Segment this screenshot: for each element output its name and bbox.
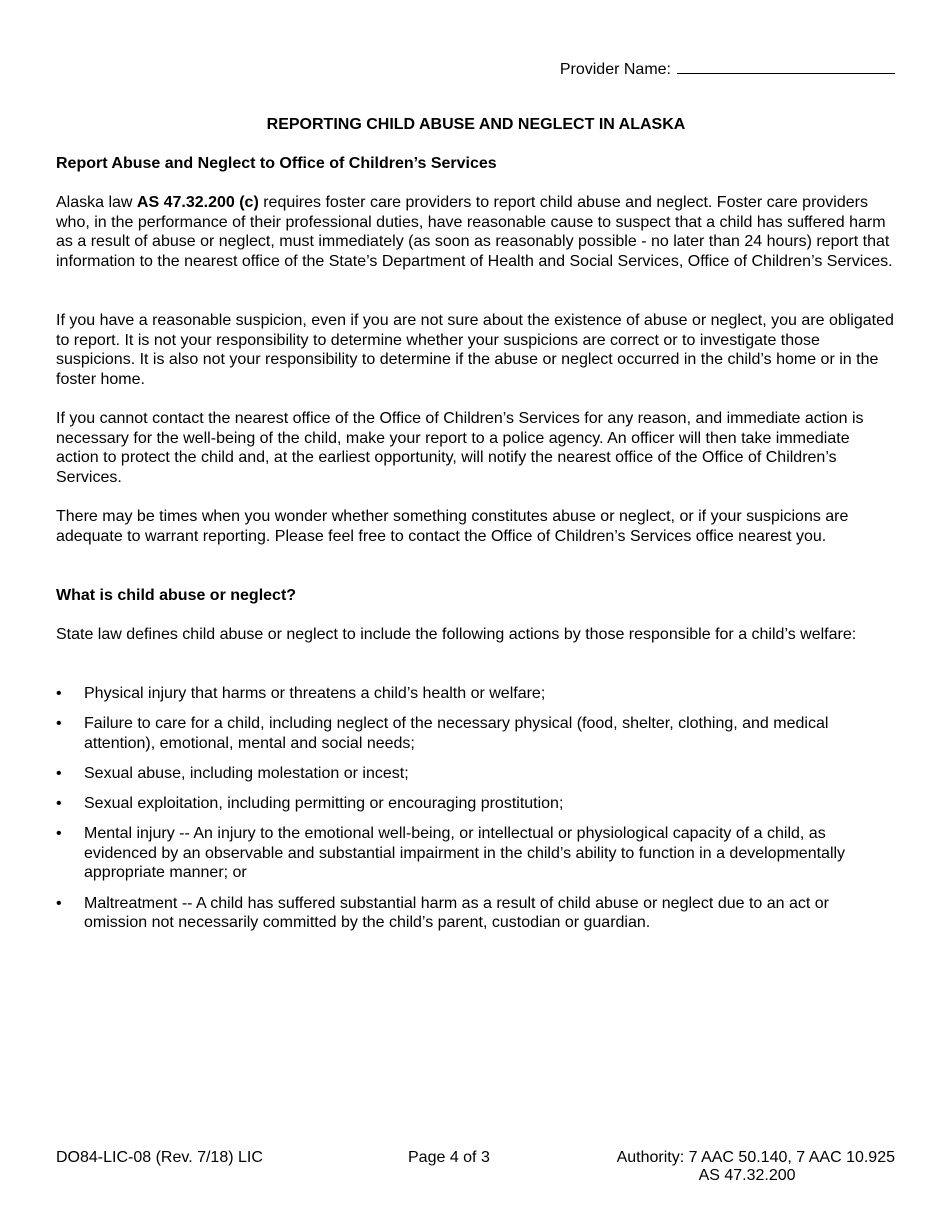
bullet-icon: • — [56, 685, 62, 702]
statute-reference: AS 47.32.200 (c) — [136, 194, 259, 211]
provider-name-label: Provider Name: — [559, 61, 671, 78]
list-item — [56, 794, 896, 814]
list-item — [56, 764, 896, 784]
paragraph-suspicion — [56, 311, 896, 390]
contact-text: There may be times when you wonder whether something constitutes abuse or neglect, or if your suspicions are adequate to warrant reporting. Please feel free to contact the Office of Children’s Services office nearest you. — [56, 508, 849, 545]
section-heading-report: Report Abuse and Neglect to Office of Children’s Services — [56, 155, 497, 172]
list-item-text: Failure to care for a child, including neglect of the necessary physical (food, shelter, clothing, and medical attention), emotional, mental and social needs; — [84, 715, 829, 752]
list-item-text: Maltreatment -- A child has suffered substantial harm as a result of child abuse or neglect due to an act or omission not necessarily committed by the child’s parent, custodian or guardian. — [84, 894, 829, 932]
section-heading-definition: What is child abuse or neglect? — [56, 587, 297, 604]
list-item — [56, 714, 896, 753]
suspicion-text: If you have a reasonable suspicion, even if you are not sure about the existence of abuse or neglect, you are obligated to report. It is not your responsibility to determine whether your suspicions are correct or to investigate those suspicions. It is also not your responsibility to determine if the abuse or neglect occurred in the child’s home or in the foster home. — [56, 312, 894, 389]
list-item-text: Physical injury that harms or threatens a child’s health or welfare; — [84, 685, 546, 702]
police-text: If you cannot contact the nearest office of the Office of Children’s Services for any reason, and immediate action is necessary for the well-being of the child, make your report to a police agency. An officer will then take immediate action to protect the child and, at the earliest opportunity, will notify the nearest office of the Office of Children’s Services. — [56, 410, 864, 487]
footer-authority — [617, 1149, 895, 1185]
document-page — [56, 0, 896, 1230]
definition-intro-text: State law defines child abuse or neglect to include the following actions by those responsible for a child’s welfare: — [56, 626, 857, 643]
footer-page-number: Page 4 of 3 — [408, 1149, 490, 1166]
law-prefix: Alaska law — [56, 194, 137, 211]
list-item — [56, 894, 896, 933]
bullet-icon: • — [56, 715, 62, 733]
bullet-icon: • — [56, 825, 62, 843]
list-item-text: Sexual abuse, including molestation or incest; — [84, 764, 409, 782]
paragraph-police — [56, 409, 896, 488]
footer-form-id: DO84-LIC-08 (Rev. 7/18) LIC — [56, 1149, 263, 1166]
provider-name-blank[interactable] — [677, 57, 895, 74]
list-item-text: Sexual exploitation, including permitting or encouraging prostitution; — [84, 794, 564, 812]
provider-name-field[interactable] — [560, 57, 895, 80]
document-title: REPORTING CHILD ABUSE AND NEGLECT IN ALASKA — [266, 116, 686, 133]
abuse-definition-list — [56, 684, 896, 943]
paragraph-contact — [56, 507, 896, 546]
list-item — [56, 684, 896, 704]
list-item-text: Mental injury -- An injury to the emotional well-being, or intellectual or physiological capacity of a child, as evidenced by an observable and substantial impairment in the child’s ability to function in a developmentally appropriate manner; or — [84, 825, 846, 882]
paragraph-definition-intro — [56, 625, 896, 645]
authority-line-1: Authority: 7 AAC 50.140, 7 AAC 10.925 — [616, 1149, 895, 1166]
law-text: requires foster care providers to report child abuse and neglect. Foster care providers who, in the performance of their professional duties, have reasonable cause to suspect that a child has suffered harm as a result of abuse or neglect, must immediately (as soon as reasonably possible - no later than 24 hours) report that information to the nearest office of the State’s Department of Health and Social Services, Office of Children’s Services. — [56, 194, 893, 271]
bullet-icon: • — [56, 794, 62, 812]
bullet-icon: • — [56, 894, 62, 912]
authority-line-2: AS 47.32.200 — [698, 1167, 796, 1184]
list-item — [56, 824, 896, 883]
bullet-icon: • — [56, 764, 62, 782]
paragraph-law — [56, 193, 896, 272]
